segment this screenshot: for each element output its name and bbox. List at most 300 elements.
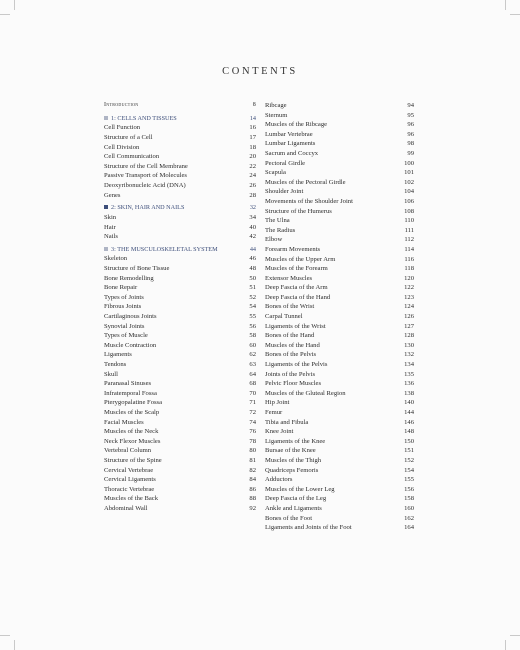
toc-entry-text: Deoxyribonucleic Acid (DNA) xyxy=(104,181,186,189)
toc-entry-text: Ligaments and Joints of the Foot xyxy=(265,524,352,532)
toc-entry[interactable] xyxy=(265,168,414,178)
toc-entry[interactable] xyxy=(104,446,256,456)
toc-entry-text: Paranasal Sinuses xyxy=(104,380,152,388)
toc-entry-text: Muscles of the Thigh xyxy=(265,456,322,464)
toc-entry-text: Joints of the Pelvis xyxy=(265,370,316,378)
toc-entry-label xyxy=(104,245,218,255)
toc-entry-label xyxy=(104,213,116,223)
toc-entry-text: Tendons xyxy=(104,361,127,368)
toc-entry-text: Movements of the Shoulder Joint xyxy=(265,197,353,205)
toc-entry-page-number: 108 xyxy=(404,207,414,215)
toc-entry-page-number: 96 xyxy=(407,121,414,129)
toc-entry-page-number: 64 xyxy=(249,370,256,378)
toc-entry[interactable] xyxy=(104,398,256,408)
toc-entry-label xyxy=(104,232,118,242)
toc-entry-label xyxy=(104,446,151,456)
toc-entry-page-number: 128 xyxy=(404,332,414,340)
toc-entry-label xyxy=(265,523,352,533)
toc-entry-page-number: 42 xyxy=(249,233,256,241)
toc-entry-text: Cell Function xyxy=(104,124,141,132)
toc-entry-label xyxy=(104,475,156,485)
toc-entry[interactable] xyxy=(104,133,256,143)
toc-entry-page-number: 81 xyxy=(249,456,256,464)
toc-entry-text: Forearm Movements xyxy=(265,245,321,253)
toc-entry[interactable] xyxy=(104,456,256,466)
toc-entry-label xyxy=(265,216,290,226)
toc-entry-page-number: 44 xyxy=(249,245,256,253)
toc-entry-label xyxy=(104,223,116,233)
toc-entry-text: Knee Joint xyxy=(265,428,294,436)
toc-entry-label xyxy=(265,466,318,476)
toc-entry[interactable] xyxy=(265,207,414,217)
toc-entry-label xyxy=(265,398,289,408)
toc-entry-text: Scapula xyxy=(265,169,286,177)
toc-entry[interactable] xyxy=(265,389,414,399)
toc-entry-text: Genes xyxy=(104,191,121,199)
toc-entry-text: Extensor Muscles xyxy=(265,274,313,282)
toc-entry-label xyxy=(104,379,151,389)
toc-entry[interactable] xyxy=(104,466,256,476)
toc-entry-page-number: 118 xyxy=(404,265,414,273)
toc-entry-text: Shoulder Joint xyxy=(265,188,304,196)
toc-entry[interactable] xyxy=(104,293,256,303)
toc-entry-label xyxy=(265,504,322,514)
toc-entry-page-number: 101 xyxy=(404,169,414,177)
toc-entry[interactable] xyxy=(104,408,256,418)
toc-entry[interactable] xyxy=(265,264,414,274)
toc-entry-text: Sacrum and Coccyx xyxy=(265,149,319,157)
toc-entry-text: Cartilaginous Joints xyxy=(104,313,157,321)
toc-entry-text: Deep Fascia of the Leg xyxy=(265,495,327,503)
crop-mark-top-right-h xyxy=(510,14,520,15)
toc-entry-label xyxy=(265,283,328,293)
toc-entry[interactable] xyxy=(265,523,414,533)
toc-entry-page-number: 94 xyxy=(407,102,414,109)
toc-entry-label xyxy=(104,274,154,284)
toc-entry-text: Muscles of the Ribcage xyxy=(265,121,328,129)
toc-entry-text: Hip Joint xyxy=(265,399,290,407)
toc-entry-page-number: 68 xyxy=(249,380,256,388)
toc-entry-label xyxy=(104,254,127,264)
toc-entry-text: Femur xyxy=(265,409,283,416)
toc-entry-label xyxy=(104,302,141,312)
toc-entry-label xyxy=(104,504,147,514)
toc-entry-page-number: 112 xyxy=(404,236,414,244)
toc-entry[interactable] xyxy=(265,187,414,197)
toc-entry[interactable] xyxy=(104,350,256,360)
toc-entry[interactable] xyxy=(265,159,414,169)
toc-entry-text: Synovial Joints xyxy=(104,322,145,330)
toc-entry-page-number: 51 xyxy=(249,284,256,292)
toc-entry-page-number: 62 xyxy=(249,351,256,359)
crop-mark-bottom-right xyxy=(505,640,506,650)
toc-entry-page-number: 134 xyxy=(404,361,414,369)
toc-entry-label xyxy=(104,203,184,213)
toc-entry-label xyxy=(265,187,303,197)
toc-entry-text: Muscles of the Back xyxy=(104,495,159,503)
toc-entry[interactable] xyxy=(265,274,414,284)
toc-entry-text: 3: THE MUSCULOSKELETAL SYSTEM xyxy=(111,245,218,253)
toc-entry-label xyxy=(265,408,282,418)
page-title: CONTENTS xyxy=(222,66,298,77)
toc-entry-label xyxy=(104,437,160,447)
toc-entry-page-number: 152 xyxy=(404,456,414,464)
toc-entry-text: Tibia and Fibula xyxy=(265,418,309,426)
toc-entry[interactable] xyxy=(265,360,414,370)
toc-entry[interactable] xyxy=(265,302,414,312)
toc-entry-label xyxy=(265,370,315,380)
toc-entry-text: Structure of the Humerus xyxy=(265,207,332,215)
toc-entry[interactable] xyxy=(265,418,414,428)
toc-entry-page-number: 55 xyxy=(249,313,256,321)
toc-entry[interactable] xyxy=(104,312,256,322)
toc-entry-page-number: 124 xyxy=(404,303,414,311)
toc-entry[interactable] xyxy=(104,274,256,284)
toc-entry-label xyxy=(265,264,328,274)
toc-section-heading[interactable] xyxy=(104,114,256,124)
toc-entry-text: Ligaments of the Knee xyxy=(265,437,326,445)
toc-entry-text: Skull xyxy=(104,370,118,378)
toc-entry-text: Bones of the Wrist xyxy=(265,303,315,311)
toc-entry[interactable] xyxy=(104,223,256,233)
toc-entry[interactable] xyxy=(265,226,414,236)
toc-entry[interactable] xyxy=(104,331,256,341)
toc-entry-label xyxy=(265,159,305,169)
toc-entry[interactable] xyxy=(104,485,256,495)
toc-entry-page-number: 72 xyxy=(249,408,256,416)
toc-left-column xyxy=(104,101,256,514)
toc-entry-page-number: 80 xyxy=(249,447,256,455)
toc-entry-page-number: 106 xyxy=(404,197,414,205)
toc-entry-text: Pectoral Girdle xyxy=(265,159,306,167)
toc-entry-page-number: 70 xyxy=(249,389,256,397)
crop-mark-bottom-right-h xyxy=(510,635,520,636)
toc-entry-page-number: 132 xyxy=(404,351,414,359)
toc-entry-page-number: 104 xyxy=(404,188,414,196)
toc-entry-page-number: 114 xyxy=(404,245,414,253)
toc-entry-text: Muscles of the Neck xyxy=(104,428,159,436)
toc-entry-page-number: 20 xyxy=(249,153,256,161)
toc-entry-label xyxy=(265,226,295,236)
toc-entry[interactable] xyxy=(104,341,256,351)
toc-entry[interactable] xyxy=(265,235,414,245)
toc-entry[interactable] xyxy=(104,504,256,514)
toc-entry-text: Sternum xyxy=(265,111,288,119)
toc-entry[interactable] xyxy=(104,181,256,191)
toc-entry[interactable] xyxy=(265,485,414,495)
toc-entry-page-number: 8 xyxy=(252,102,256,108)
toc-intro-entry[interactable] xyxy=(104,101,256,111)
toc-entry-page-number: 17 xyxy=(249,133,256,141)
toc-entry[interactable] xyxy=(265,120,414,130)
toc-entry[interactable] xyxy=(265,494,414,504)
toc-entry[interactable] xyxy=(104,437,256,447)
toc-entry-page-number: 40 xyxy=(249,223,256,231)
toc-entry[interactable] xyxy=(104,302,256,312)
toc-entry[interactable] xyxy=(265,139,414,149)
toc-entry-page-number: 82 xyxy=(249,466,256,474)
toc-entry-text: Nails xyxy=(104,233,118,241)
toc-entry-text: Facial Muscles xyxy=(104,418,144,426)
toc-entry-label xyxy=(104,123,140,133)
toc-entry-text: Muscles of the Gluteal Region xyxy=(265,389,346,397)
toc-entry-text: The Ulna xyxy=(265,217,290,225)
toc-entry-page-number: 150 xyxy=(404,437,414,445)
toc-entry-page-number: 135 xyxy=(404,370,414,378)
toc-entry-text: Lumbar Vertebrae xyxy=(265,130,313,138)
toc-entry[interactable] xyxy=(104,213,256,223)
toc-entry[interactable] xyxy=(265,379,414,389)
toc-entry-text: Bone Repair xyxy=(104,284,138,292)
crop-mark-top-right xyxy=(505,0,506,10)
toc-entry-page-number: 56 xyxy=(249,322,256,330)
crop-mark-top-left-h xyxy=(0,14,10,15)
toc-entry[interactable] xyxy=(104,283,256,293)
toc-entry-page-number: 138 xyxy=(404,389,414,397)
toc-entry-label xyxy=(265,485,335,495)
toc-entry-text: Carpal Tunnel xyxy=(265,313,303,321)
toc-entry-text: Neck Flexor Muscles xyxy=(104,437,161,445)
toc-entry-page-number: 127 xyxy=(404,322,414,330)
toc-entry-text: Types of Muscle xyxy=(104,332,148,340)
toc-entry-label xyxy=(104,418,144,428)
toc-entry[interactable] xyxy=(104,171,256,181)
toc-entry-text: Muscles of the Scalp xyxy=(104,408,160,416)
toc-entry-label xyxy=(265,293,330,303)
toc-entry-page-number: 116 xyxy=(404,255,414,263)
toc-entry-page-number: 88 xyxy=(249,495,256,503)
toc-entry[interactable] xyxy=(104,475,256,485)
toc-entry-page-number: 63 xyxy=(249,361,256,368)
toc-entry[interactable] xyxy=(265,514,414,524)
toc-entry-page-number: 160 xyxy=(404,504,414,512)
toc-entry[interactable] xyxy=(104,379,256,389)
toc-entry-label xyxy=(265,274,312,284)
toc-section-heading[interactable] xyxy=(104,203,256,213)
toc-entry-label xyxy=(265,514,312,524)
toc-entry-text: Structure of a Cell xyxy=(104,133,153,141)
toc-entry[interactable] xyxy=(104,162,256,172)
toc-entry-page-number: 99 xyxy=(407,149,414,157)
toc-entry-label xyxy=(104,312,157,322)
toc-entry-label xyxy=(265,331,314,341)
toc-entry-page-number: 158 xyxy=(404,495,414,503)
toc-entry-text: Muscles of the Lower Leg xyxy=(265,485,335,493)
toc-entry-page-number: 162 xyxy=(404,514,414,522)
toc-section-heading[interactable] xyxy=(104,245,256,255)
toc-entry-label xyxy=(265,168,286,178)
toc-entry[interactable] xyxy=(265,341,414,351)
toc-entry-label xyxy=(265,389,346,399)
toc-entry[interactable] xyxy=(265,446,414,456)
toc-entry-text: Introduction xyxy=(104,102,139,108)
toc-entry-text: Types of Joints xyxy=(104,293,144,301)
toc-entry[interactable] xyxy=(265,475,414,485)
toc-entry[interactable] xyxy=(265,216,414,226)
toc-entry-page-number: 120 xyxy=(404,274,414,282)
toc-entry[interactable] xyxy=(265,130,414,140)
toc-entry[interactable] xyxy=(104,418,256,428)
toc-entry-page-number: 96 xyxy=(407,130,414,138)
section-marker-icon xyxy=(104,205,108,209)
toc-entry-page-number: 123 xyxy=(404,293,414,301)
toc-entry[interactable] xyxy=(104,264,256,274)
toc-entry-page-number: 86 xyxy=(249,485,256,493)
toc-entry[interactable] xyxy=(104,494,256,504)
toc-entry[interactable] xyxy=(265,456,414,466)
toc-entry[interactable] xyxy=(265,149,414,159)
toc-entry-page-number: 155 xyxy=(404,476,414,484)
toc-entry[interactable] xyxy=(265,178,414,188)
toc-entry-text: 1: CELLS AND TISSUES xyxy=(111,114,177,122)
toc-entry-page-number: 54 xyxy=(249,303,256,311)
toc-entry-label xyxy=(104,341,156,351)
toc-entry-label xyxy=(104,181,186,191)
toc-entry[interactable] xyxy=(265,408,414,418)
toc-entry-label xyxy=(104,331,148,341)
toc-entry-page-number: 48 xyxy=(249,265,256,273)
toc-entry-label xyxy=(104,114,177,124)
toc-entry-page-number: 164 xyxy=(404,524,414,532)
toc-entry[interactable] xyxy=(265,245,414,255)
toc-entry[interactable] xyxy=(104,143,256,153)
toc-entry-label xyxy=(104,322,144,332)
toc-entry-label xyxy=(104,101,139,111)
toc-entry-label xyxy=(265,130,313,140)
toc-entry-label xyxy=(104,293,144,303)
toc-entry[interactable] xyxy=(265,293,414,303)
toc-entry[interactable] xyxy=(265,370,414,380)
toc-entry[interactable] xyxy=(265,398,414,408)
toc-entry[interactable] xyxy=(265,111,414,121)
toc-entry[interactable] xyxy=(265,427,414,437)
toc-entry-page-number: 71 xyxy=(249,399,256,407)
toc-entry-text: Cell Communication xyxy=(104,153,160,161)
toc-entry-label xyxy=(265,235,282,245)
toc-entry-text: Ligaments of the Wrist xyxy=(265,322,326,330)
toc-entry-page-number: 76 xyxy=(249,428,256,436)
toc-entry-page-number: 26 xyxy=(249,181,256,189)
toc-entry[interactable] xyxy=(104,370,256,380)
toc-entry[interactable] xyxy=(265,312,414,322)
section-marker-icon xyxy=(104,116,108,120)
toc-entry-page-number: 126 xyxy=(404,313,414,321)
toc-entry-label xyxy=(104,162,188,172)
toc-entry-page-number: 84 xyxy=(249,476,256,484)
toc-entry[interactable] xyxy=(104,191,256,201)
toc-entry[interactable] xyxy=(265,504,414,514)
toc-entry-label xyxy=(104,360,126,370)
toc-entry-text: Abdominal Wall xyxy=(104,504,148,512)
toc-entry-page-number: 46 xyxy=(249,255,256,263)
toc-entry[interactable] xyxy=(265,255,414,265)
toc-entry[interactable] xyxy=(104,322,256,332)
toc-entry-text: Muscles of the Pectoral Girdle xyxy=(265,178,346,186)
toc-entry-text: Thoracic Vertebrae xyxy=(104,485,155,493)
toc-entry-label xyxy=(265,437,325,447)
toc-entry-page-number: 60 xyxy=(249,341,256,349)
toc-entry[interactable] xyxy=(265,350,414,360)
toc-entry-label xyxy=(104,466,153,476)
toc-entry-text: Ribcage xyxy=(265,102,287,109)
toc-entry-label xyxy=(265,255,335,265)
toc-entry-label xyxy=(265,312,303,322)
toc-entry-label xyxy=(265,456,321,466)
toc-entry-text: Muscles of the Forearm xyxy=(265,265,328,273)
toc-entry-text: Bursae of the Knee xyxy=(265,447,316,455)
toc-entry-label xyxy=(104,283,137,293)
toc-entry-label xyxy=(104,133,153,143)
toc-entry-text: Pelvic Floor Muscles xyxy=(265,380,322,388)
toc-entry[interactable] xyxy=(104,123,256,133)
toc-entry-page-number: 111 xyxy=(404,226,414,234)
toc-entry-label xyxy=(265,111,287,121)
toc-entry[interactable] xyxy=(265,437,414,447)
toc-entry-label xyxy=(104,152,159,162)
toc-entry-page-number: 140 xyxy=(404,399,414,407)
toc-entry-page-number: 98 xyxy=(407,140,414,148)
toc-entry-page-number: 146 xyxy=(404,418,414,426)
toc-entry-label xyxy=(265,341,320,351)
toc-entry-label xyxy=(265,245,320,255)
toc-entry[interactable] xyxy=(265,283,414,293)
toc-entry[interactable] xyxy=(265,322,414,332)
toc-entry-page-number: 32 xyxy=(249,204,256,212)
toc-entry-label xyxy=(265,139,315,149)
toc-entry-text: Quadriceps Femoris xyxy=(265,466,319,474)
toc-right-column xyxy=(265,101,414,533)
toc-entry-label xyxy=(265,322,326,332)
toc-entry-page-number: 95 xyxy=(407,111,414,119)
toc-entry[interactable] xyxy=(104,232,256,242)
toc-entry[interactable] xyxy=(104,360,256,370)
toc-entry[interactable] xyxy=(104,254,256,264)
toc-entry-text: Muscle Contraction xyxy=(104,341,157,349)
toc-entry[interactable] xyxy=(265,466,414,476)
toc-entry-text: Cell Division xyxy=(104,143,140,151)
toc-entry-label xyxy=(104,191,120,201)
toc-entry-text: Structure of Bone Tissue xyxy=(104,265,170,273)
toc-entry-label xyxy=(265,197,353,207)
toc-entry-label xyxy=(104,398,162,408)
toc-entry[interactable] xyxy=(265,197,414,207)
toc-entry[interactable] xyxy=(104,427,256,437)
toc-entry[interactable] xyxy=(265,331,414,341)
toc-entry-text: Passive Transport of Molecules xyxy=(104,172,187,180)
toc-entry[interactable] xyxy=(104,152,256,162)
toc-entry-label xyxy=(265,494,326,504)
toc-entry-label xyxy=(104,370,118,380)
toc-entry-label xyxy=(104,171,187,181)
toc-entry-page-number: 100 xyxy=(404,159,414,167)
toc-entry-text: Ligaments xyxy=(104,351,132,359)
toc-entry[interactable] xyxy=(265,101,414,111)
section-marker-icon xyxy=(104,247,108,251)
toc-entry-label xyxy=(104,264,169,274)
toc-entry-label xyxy=(104,350,132,360)
toc-entry-page-number: 24 xyxy=(249,172,256,180)
toc-entry[interactable] xyxy=(104,389,256,399)
toc-entry-page-number: 78 xyxy=(249,437,256,445)
toc-entry-page-number: 151 xyxy=(404,447,414,455)
toc-entry-page-number: 130 xyxy=(404,341,414,349)
toc-entry-label xyxy=(265,379,321,389)
toc-entry-label xyxy=(104,389,157,399)
toc-entry-page-number: 58 xyxy=(249,332,256,340)
toc-entry-label xyxy=(104,485,154,495)
crop-mark-bottom-left xyxy=(14,640,15,650)
toc-entry-label xyxy=(265,350,316,360)
